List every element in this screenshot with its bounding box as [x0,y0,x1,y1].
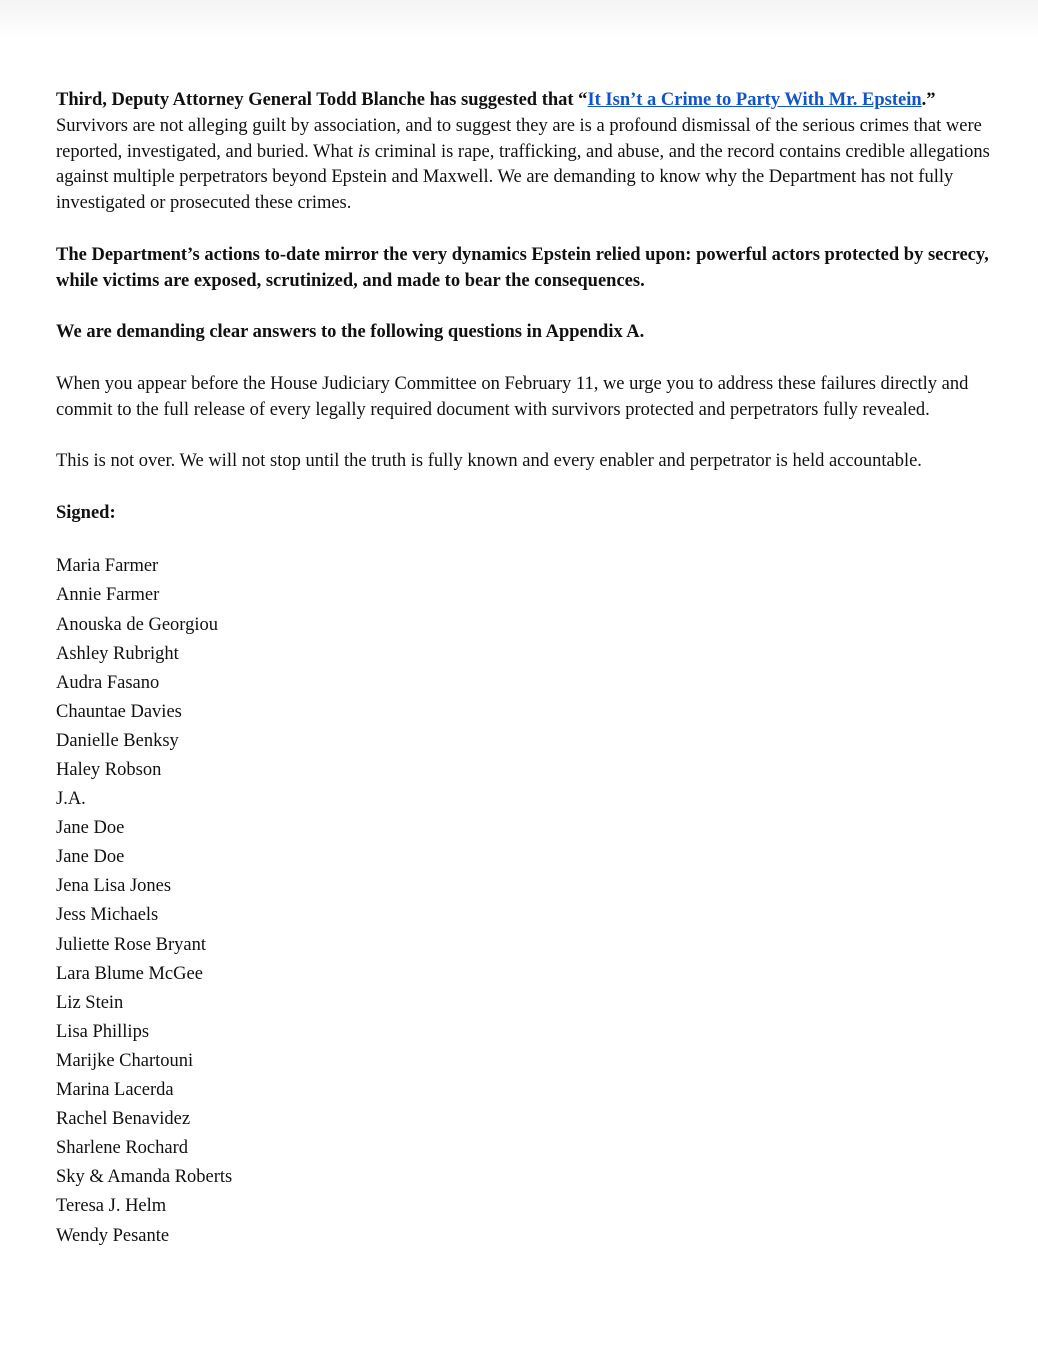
signed-label: Signed: [56,502,116,523]
signer-name: Sky & Amanda Roberts [56,1167,233,1188]
signer-name: Marina Lacerda [56,1080,174,1101]
signer-name: Rachel Benavidez [56,1109,191,1130]
paragraph-hearing: When you appear before the House Judiciary Committee on February 11, we urge you to address these failures directly and commit to the full release of every legally required document with survivors protected and perpetrators fully revealed. [56,373,969,420]
paragraph-body-2: criminal is rape, trafficking, and abuse, and the record contains credible allegations against multiple perpetrators beyond Epstein and Maxwell. We are demanding to know why the Department has not fully investigated or prosecuted these crimes. [56,141,990,214]
paragraph-lead-close: .” [921,90,936,110]
page-top-shadow [0,0,1038,40]
paragraph-blanche [56,88,991,217]
signer-name: Lisa Phillips [56,1021,150,1042]
signer-name: Ashley Rubright [56,643,179,664]
signer-name: Haley Robson [56,760,162,780]
signer-name: Maria Farmer [56,556,159,577]
signer-name: Teresa J. Helm [56,1196,167,1217]
signers-list [56,552,991,1250]
document-page [56,88,991,1251]
paragraph-demand-answers: We are demanding clear answers to the following questions in Appendix A. [56,322,645,343]
signer-name: Jane Doe [56,818,125,839]
signer-name: Marijke Chartouni [56,1050,194,1071]
signer-name: Chauntae Davies [56,701,182,722]
paragraph-department-actions: The Department’s actions to-date mirror the very dynamics Epstein relied upon: powerful actors protected by secrecy, while victims are exposed, scrutinized, and made to bear the consequences. [56,244,989,291]
signer-name: Jane Doe [56,847,125,868]
paragraph-not-over: This is not over. We will not stop until the truth is fully known and every enabler and perpetrator is held accountable. [56,451,922,472]
signer-name: Wendy Pesante [56,1225,170,1246]
signer-name: J.A. [56,789,86,810]
signer-name: Jess Michaels [56,905,159,926]
signer-name: Danielle Benksy [56,730,179,751]
signer-name: Audra Fasano [56,672,160,693]
signer-name: Liz Stein [56,992,124,1013]
signer-name: Lara Blume McGee [56,963,203,984]
signer-name: Jena Lisa Jones [56,876,172,897]
paragraph-lead: Third, Deputy Attorney General Todd Blanche has suggested that “ [56,90,588,110]
signer-name: Anouska de Georgiou [56,614,219,635]
paragraph-body-italic: is [357,141,371,162]
signer-name: Annie Farmer [56,585,160,606]
article-link[interactable]: It Isn’t a Crime to Party With Mr. Epstein [587,90,922,110]
signer-name: Sharlene Rochard [56,1138,189,1159]
signer-name: Juliette Rose Bryant [56,934,207,955]
paragraph-body-1: Survivors are not alleging guilt by association, and to suggest they are is a profound dismissal of the serious crimes that were reported, investigated, and buried. What [56,115,982,162]
